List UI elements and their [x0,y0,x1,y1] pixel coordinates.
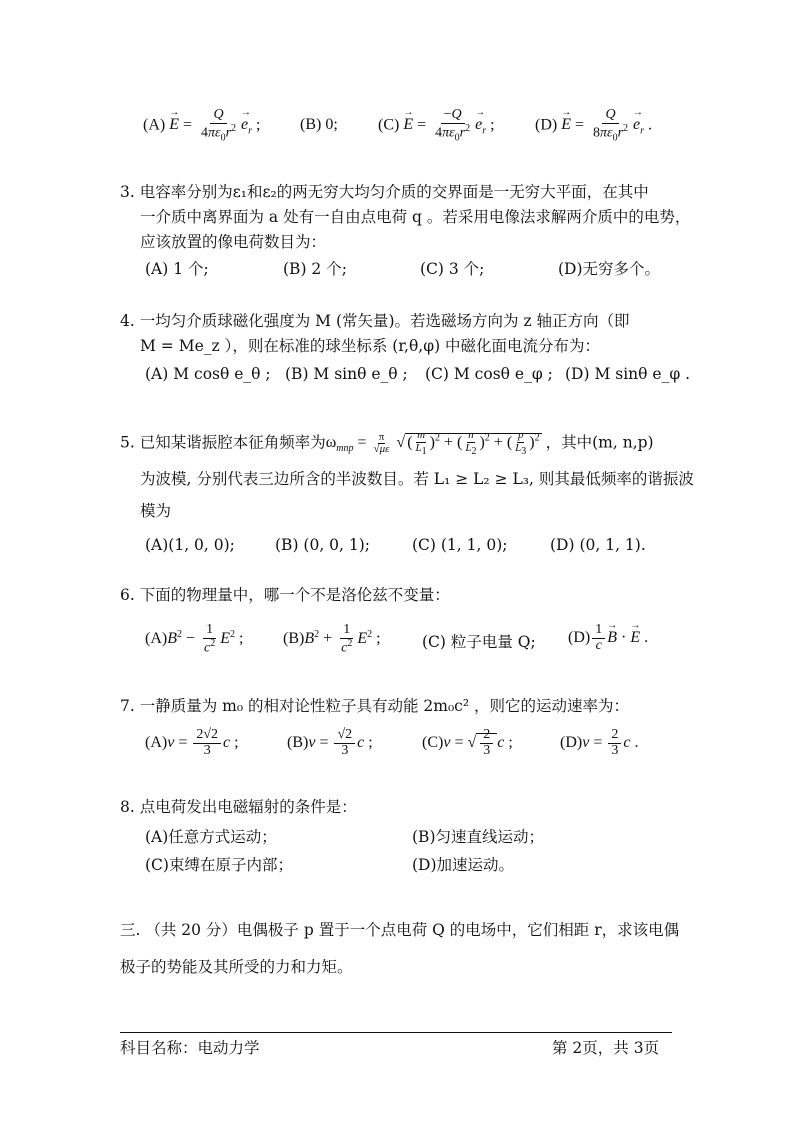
q4-option-d: (D) M sinθ e_φ . [565,365,691,383]
q3-line-1: 3. 电容率分别为ε₁和ε₂的两无穷大均匀介质的交界面是一无穷大平面，在其中 [120,183,649,201]
q4-option-a: (A) M cosθ e_θ ; [145,365,271,383]
q5-line-1: 5. 已知某谐振腔本征角频率为$\omega_{mnp}$ = $\frac{\pi}{√\mu\varepsilon}$ √ ( $\frac{m}{L_1}$ )$^2$ + ( $\frac{n}{L_2}$ )$^2$ + ( $\frac{p}{L_3}$ )$^2$ ，其中(m, n,p) [120,429,654,457]
footer-subject: 科目名称：电动力学 [120,1039,260,1057]
q6-option-b: $(B)B^2$ + $\frac{1}{c^2}$ $E^2$ ; [283,622,381,656]
q6-option-c: (C) 粒子电量 Q; [422,633,536,651]
q5-line-2: 为波模, 分别代表三边所含的半波数目。若 L₁ ≥ L₂ ≥ L₃, 则其最低频率的谐振波 [140,470,694,488]
q3-option-b: (B) 2 个; [283,260,347,278]
q4-option-c: (C) M cosθ e_φ ; [425,365,553,383]
q5-option-d: (D) (0, 1, 1). [550,536,646,554]
q6-option-d: (D) $\frac{1}{c}$ → B · → E . [568,623,648,653]
section-3-line-2: 极子的势能及其所受的力和力矩。 [120,958,353,976]
q3-line-3: 应该放置的像电荷数目为： [140,233,327,251]
q8-option-d: (D)加速运动。 [412,856,515,874]
q7-option-b: (B)v = $\frac{√2}{3}$ c ; [287,727,373,758]
q2-option-c: (C) → E = $\frac{-Q}{4\pi\varepsilon_0r^2}$ → $e_r$ ; [378,108,495,144]
q2-option-a: (A) → E = $\frac{Q}{4\pi\varepsilon_0r^2}$ → $e_r$ ; [143,108,260,144]
q8-option-b: (B)匀速直线运动； [412,828,544,846]
footer-page-number: 第 2页，共 3页 [552,1039,660,1057]
q7-option-a: (A)v = $\frac{2√2}{3}$ c ; [145,727,239,758]
q7-option-c: (C)v = √ $\frac{2}{3}$ c ; [422,727,513,758]
q7-option-d: (D)v = $\frac{2}{3}$ c . [560,727,639,758]
q4-option-b: (B) M sinθ e_θ ; [285,365,408,383]
q3-line-2: 一介质中离界面为 a 处有一自由点电荷 q 。若采用电像法求解两介质中的电势， [140,208,691,226]
q8-option-a: (A)任意方式运动； [145,828,277,846]
q8-option-c: (C)束缚在原子内部； [145,856,293,874]
q3-option-a: (A) 1 个; [145,260,209,278]
q4-line-2: M = Me_z ），则在标准的球坐标系 (r,θ,φ) 中磁化面电流分布为： [140,337,601,355]
q5-option-c: (C) (1, 1, 0); [412,536,508,554]
q2-option-b: (B) 0; [300,116,338,133]
q5-option-a: (A)(1, 0, 0); [145,536,235,554]
q6-line-1: 6. 下面的物理量中，哪一个不是洛伦兹不变量： [120,586,450,604]
q7-line-1: 7. 一静质量为 m₀ 的相对论性粒子具有动能 2m₀c² ，则它的运动速率为： [120,697,630,715]
footer-divider [120,1032,672,1033]
q6-option-a: $(A)B^2$ − $\frac{1}{c^2}$ $E^2$ ; [145,622,244,656]
q5-line-3: 模为 [140,502,172,520]
section-3-line-1: 三. （共 20 分）电偶极子 p 置于一个点电荷 Q 的电场中，它们相距 r，求该电偶 [120,921,680,939]
q4-line-1: 4. 一均匀介质球磁化强度为 M (常矢量)。若选磁场方向为 z 轴正方向（即 [120,312,630,330]
q3-option-d: (D)无穷多个。 [558,260,661,278]
q5-option-b: (B) (0, 0, 1); [275,536,371,554]
q8-line-1: 8. 点电荷发出电磁辐射的条件是： [120,798,357,816]
q3-option-c: (C) 3 个; [420,260,485,278]
q2-option-d: (D) → E = $\frac{Q}{8\pi\varepsilon_0r^2}$ → $e_r$ . [535,108,652,144]
